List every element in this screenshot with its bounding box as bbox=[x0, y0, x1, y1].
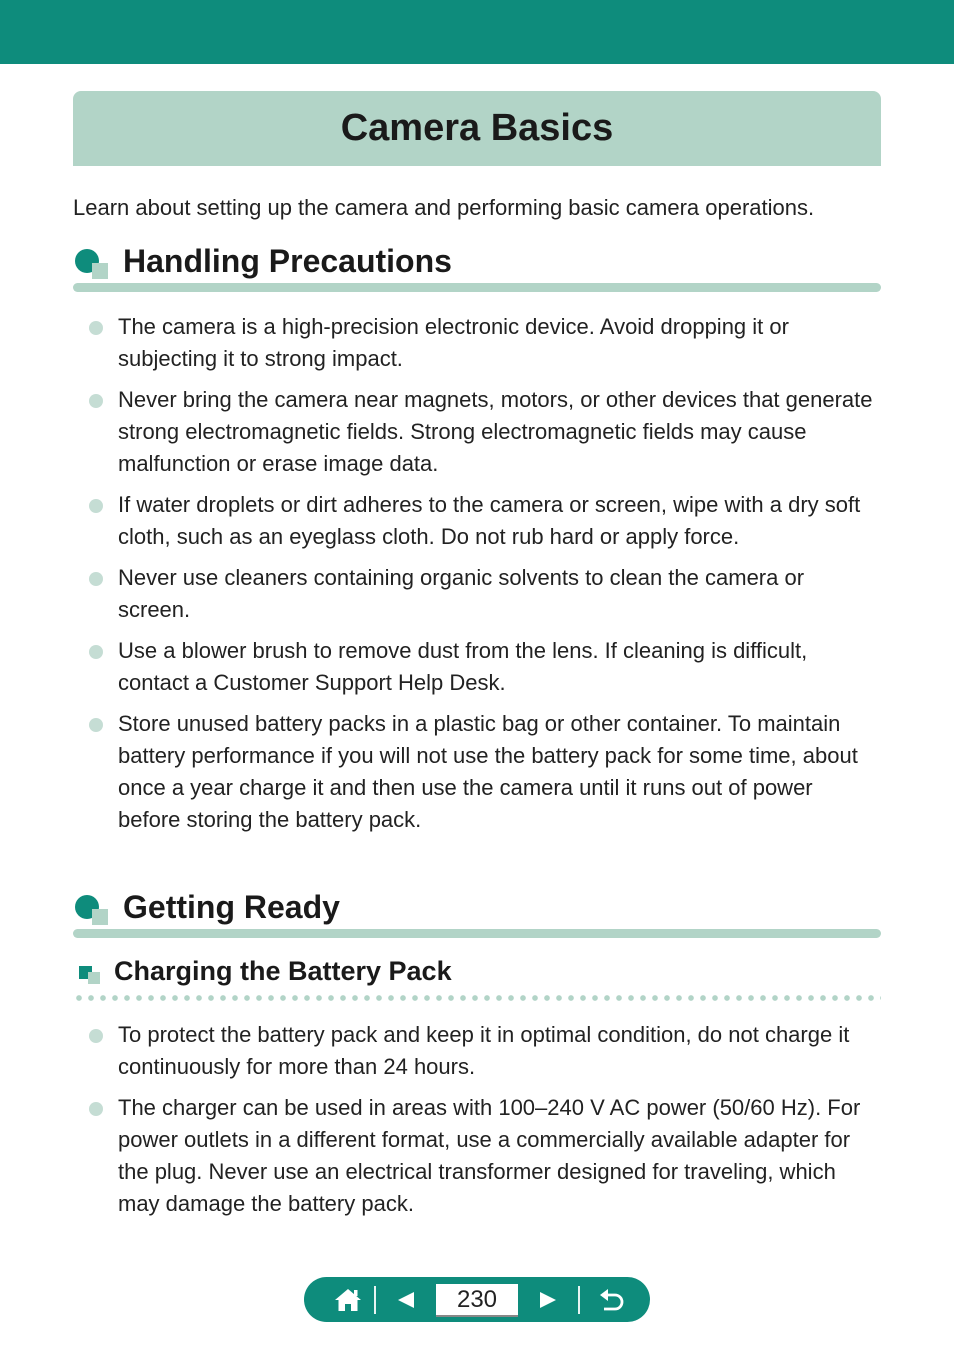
subsection-heading-charging bbox=[73, 957, 881, 1001]
bullet-icon bbox=[89, 718, 103, 732]
subsection-marker-icon bbox=[79, 966, 101, 984]
home-icon bbox=[334, 1287, 362, 1313]
charging-list bbox=[73, 1019, 881, 1229]
section-heading-getting-ready bbox=[73, 889, 881, 939]
list-item: Never use cleaners containing organic solvents to clean the camera or screen. bbox=[73, 562, 881, 626]
intro-text: Learn about setting up the camera and performing basic camera operations. bbox=[73, 195, 815, 220]
list-item: To protect the battery pack and keep it in optimal condition, do not charge it continuously for more than 24 hours. bbox=[73, 1019, 881, 1083]
previous-page-button[interactable] bbox=[380, 1277, 432, 1322]
section-marker-icon bbox=[75, 249, 109, 279]
section-title: Getting Ready bbox=[123, 889, 340, 925]
bullet-icon bbox=[89, 1029, 103, 1043]
home-button[interactable] bbox=[322, 1277, 374, 1322]
page-title: Camera Basics bbox=[340, 107, 614, 149]
return-arrow-icon bbox=[598, 1288, 626, 1312]
bullet-icon bbox=[89, 645, 103, 659]
list-item: Use a blower brush to remove dust from the lens. If cleaning is difficult, contact a Customer Support Help Desk. bbox=[73, 635, 881, 699]
list-item: The camera is a high-precision electronic device. Avoid dropping it or subjecting it to strong impact. bbox=[73, 311, 881, 375]
section-title: Handling Precautions bbox=[123, 243, 452, 279]
section-marker-icon bbox=[75, 895, 109, 925]
handling-precautions-list bbox=[73, 311, 881, 845]
bullet-icon bbox=[89, 572, 103, 586]
nav-separator bbox=[578, 1286, 580, 1314]
top-banner bbox=[0, 0, 954, 64]
page-title-box bbox=[73, 91, 881, 166]
list-item: If water droplets or dirt adheres to the camera or screen, wipe with a dry soft cloth, such as an eyeglass cloth. Do not rub hard or apply force. bbox=[73, 489, 881, 553]
section-rule bbox=[73, 929, 881, 938]
section-rule bbox=[73, 283, 881, 292]
subsection-title: Charging the Battery Pack bbox=[114, 956, 452, 986]
nav-separator bbox=[374, 1286, 376, 1314]
list-item: Never bring the camera near magnets, motors, or other devices that generate strong electromagnetic fields. Strong electromagnetic fields may cause malfunction or erase image data. bbox=[73, 384, 881, 480]
section-heading-handling-precautions bbox=[73, 243, 881, 293]
dotted-rule bbox=[73, 995, 881, 1001]
triangle-left-icon bbox=[396, 1290, 416, 1310]
list-item: The charger can be used in areas with 100–240 V AC power (50/60 Hz). For power outlets in a different format, use a commercially available adapter for the plug. Never use an electrical transformer designed for traveling, which may damage the battery pack. bbox=[73, 1092, 881, 1220]
bullet-icon bbox=[89, 499, 103, 513]
next-page-button[interactable] bbox=[522, 1277, 574, 1322]
page-number-field[interactable]: 230 bbox=[436, 1284, 518, 1317]
list-item: Store unused battery packs in a plastic bag or other container. To maintain battery performance if you will not use the battery pack for some time, about once a year charge it and then use the camera until it runs out of power before storing the battery pack. bbox=[73, 708, 881, 836]
page-navigation-bar bbox=[304, 1277, 650, 1322]
back-button[interactable] bbox=[584, 1277, 640, 1322]
bullet-icon bbox=[89, 1102, 103, 1116]
bullet-icon bbox=[89, 394, 103, 408]
triangle-right-icon bbox=[538, 1290, 558, 1310]
bullet-icon bbox=[89, 321, 103, 335]
